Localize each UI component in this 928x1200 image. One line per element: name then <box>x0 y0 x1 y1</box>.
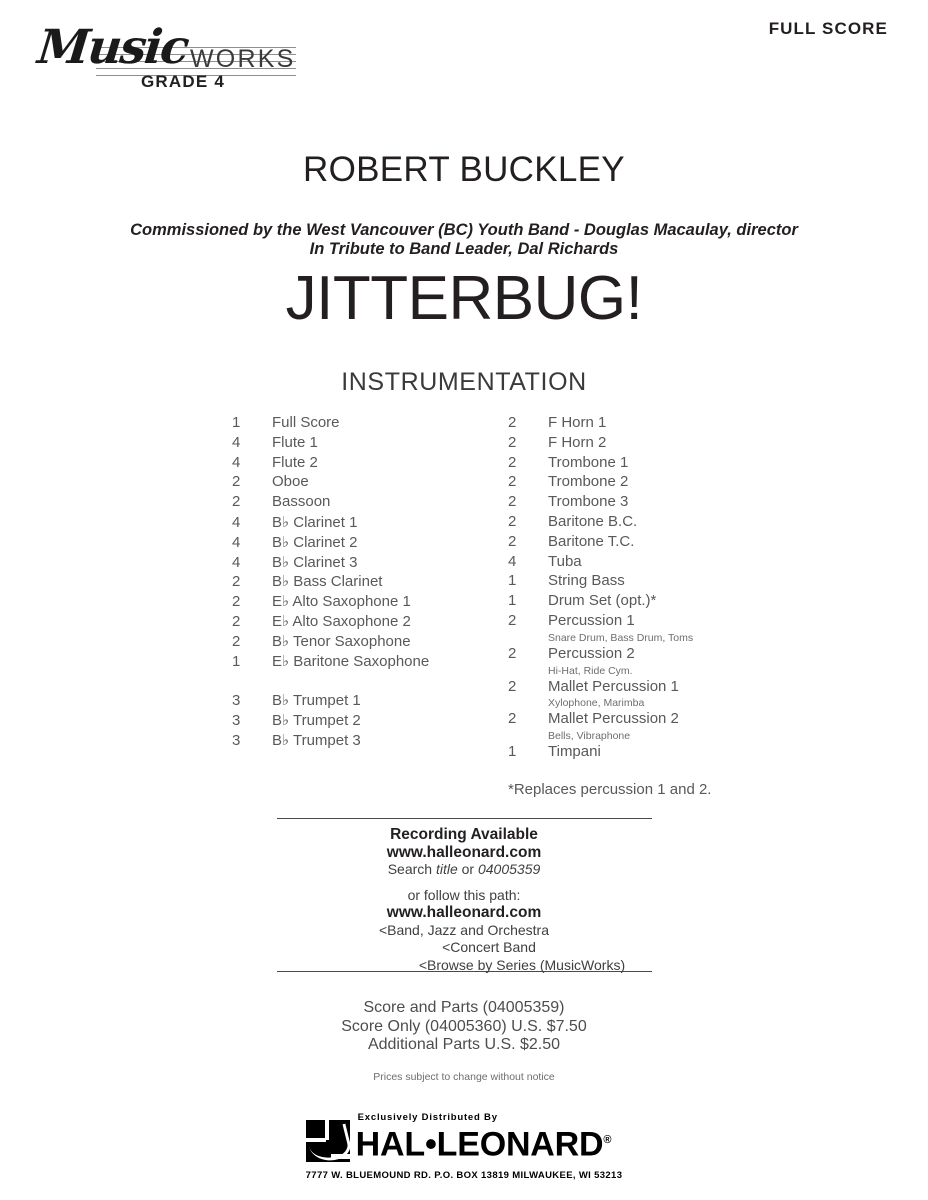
instrument-detail: Hi-Hat, Ride Cym. <box>548 664 633 677</box>
logo-works-text: WORKS <box>190 45 296 73</box>
instrument-quantity: 2 <box>232 612 241 630</box>
full-score-label: FULL SCORE <box>768 19 888 38</box>
recording-block <box>0 826 928 974</box>
instrument-row <box>232 731 492 751</box>
instrument-name: Bassoon <box>272 493 331 511</box>
instrument-row <box>232 612 492 632</box>
instrument-row <box>508 678 808 698</box>
instrument-quantity: 2 <box>508 473 517 491</box>
instrument-name: Drum Set (opt.)* <box>548 592 657 610</box>
instrument-row <box>508 434 808 454</box>
hal-leonard-logo-icon <box>306 1120 350 1162</box>
publisher-name-text: HAL•LEONARD <box>355 1125 604 1164</box>
instrument-quantity: 4 <box>508 552 517 570</box>
price-block <box>0 999 928 1055</box>
registered-mark: ® <box>603 1134 612 1146</box>
instrument-name: B♭ Tenor Saxophone <box>272 632 411 650</box>
instrument-row <box>508 572 808 592</box>
divider-top <box>277 818 652 819</box>
instrumentation-heading: INSTRUMENTATION <box>341 368 587 396</box>
instrument-row <box>508 414 808 434</box>
instrument-detail: Xylophone, Marimba <box>548 697 645 710</box>
instrumentation-right-column <box>508 414 808 798</box>
commission-note <box>0 221 928 259</box>
instrument-row <box>232 414 492 434</box>
logo-music-script: Music <box>35 20 191 75</box>
instrument-quantity: 4 <box>232 453 241 471</box>
instrument-row <box>232 434 492 454</box>
instrument-quantity: 4 <box>232 433 241 451</box>
search-term-title: title <box>435 861 458 877</box>
instrument-row <box>232 454 492 474</box>
composer-name: ROBERT BUCKLEY <box>303 150 625 189</box>
instrument-row <box>232 513 492 533</box>
instrument-name: B♭ Trumpet 2 <box>272 712 361 730</box>
publisher-address: 7777 W. BLUEMOUND RD. P.O. BOX 13819 MILWAUKEE, WI 53213 <box>305 1170 623 1182</box>
instrument-quantity: 1 <box>232 652 241 670</box>
instrument-quantity: 2 <box>508 493 517 511</box>
instrument-name: E♭ Alto Saxophone 2 <box>272 612 411 630</box>
instrument-quantity: 2 <box>508 532 517 550</box>
instrument-row <box>508 533 808 553</box>
instrument-name: B♭ Clarinet 3 <box>272 553 358 571</box>
instrument-name: Tuba <box>548 552 582 570</box>
instrument-row <box>508 513 808 533</box>
recording-website-2[interactable]: www.halleonard.com <box>386 904 542 921</box>
instrument-name: Trombone 1 <box>548 453 629 471</box>
instrument-quantity: 1 <box>508 572 517 590</box>
search-prefix: Search <box>387 861 436 877</box>
instrument-quantity: 3 <box>232 731 241 749</box>
search-term-number: 04005359 <box>477 861 541 877</box>
instrument-name: F Horn 2 <box>548 433 607 451</box>
instrument-name: Flute 1 <box>272 433 318 451</box>
instrument-row <box>232 533 492 553</box>
instrument-row <box>508 473 808 493</box>
instrument-row <box>232 572 492 592</box>
instrument-quantity: 1 <box>508 592 517 610</box>
instrument-row <box>232 473 492 493</box>
instrument-quantity: 1 <box>232 414 241 431</box>
instrument-quantity: 2 <box>508 433 517 451</box>
instrument-quantity: 2 <box>232 573 241 591</box>
instrument-name: B♭ Clarinet 2 <box>272 533 358 551</box>
instrumentation-footnote: *Replaces percussion 1 and 2. <box>508 780 712 798</box>
instrument-name: Baritone T.C. <box>548 532 635 550</box>
instrument-row <box>508 710 808 730</box>
instrument-quantity: 2 <box>508 677 517 695</box>
instrument-name: Trombone 3 <box>548 493 629 511</box>
exclusively-distributed-label: Exclusively Distributed By <box>357 1112 498 1123</box>
instrument-name: Mallet Percussion 1 <box>548 677 679 695</box>
instrument-name: E♭ Baritone Saxophone <box>272 652 430 670</box>
recording-heading: Recording Available <box>390 826 538 843</box>
instrument-quantity: 2 <box>508 611 517 629</box>
search-mid: or <box>457 861 478 877</box>
instrument-row <box>232 632 492 652</box>
follow-path-label: or follow this path: <box>407 886 521 903</box>
instrument-row <box>508 493 808 513</box>
instrument-row <box>508 645 808 665</box>
instrument-name: Full Score <box>272 414 340 431</box>
instrument-quantity: 3 <box>232 692 241 710</box>
grade-label: GRADE 4 <box>141 72 225 91</box>
price-score-and-parts: Score and Parts (04005359) <box>363 999 565 1016</box>
instrument-name: Timpani <box>548 743 601 761</box>
commission-line-1: Commissioned by the West Vancouver (BC) Youth Band - Douglas Macaulay, director <box>130 221 798 239</box>
instrument-quantity: 2 <box>232 632 241 650</box>
instrument-row <box>508 553 808 573</box>
price-score-only: Score Only (04005360) U.S. $7.50 <box>341 1017 587 1035</box>
publisher-name <box>355 1123 623 1164</box>
instrument-name: Flute 2 <box>272 453 318 471</box>
instrument-name: Mallet Percussion 2 <box>548 710 679 728</box>
publisher-block <box>0 1112 928 1183</box>
instrument-row <box>232 652 492 672</box>
instrument-name: E♭ Alto Saxophone 1 <box>272 593 411 611</box>
instrument-name: B♭ Trumpet 1 <box>272 692 361 710</box>
instrument-quantity: 1 <box>508 743 517 761</box>
path-step-2: <Concert Band <box>442 939 536 955</box>
instrument-name: F Horn 1 <box>548 414 607 431</box>
page-title: JITTERBUG! <box>285 264 643 333</box>
instrument-row <box>232 553 492 573</box>
instrument-quantity: 2 <box>232 493 241 511</box>
instrumentation-left-column <box>232 414 492 751</box>
instrument-row <box>232 592 492 612</box>
instrument-row <box>508 454 808 474</box>
instrument-quantity: 2 <box>508 453 517 471</box>
instrument-name: Percussion 1 <box>548 611 635 629</box>
instrument-quantity: 2 <box>508 710 517 728</box>
instrument-row <box>508 592 808 612</box>
instrument-quantity: 2 <box>508 512 517 530</box>
instrument-row <box>508 612 808 632</box>
instrument-quantity: 4 <box>232 553 241 571</box>
instrument-quantity: 4 <box>232 513 241 531</box>
instrument-name: B♭ Bass Clarinet <box>272 573 383 591</box>
instrument-row <box>508 743 808 763</box>
path-step-3: <Browse by Series (MusicWorks) <box>418 956 626 973</box>
instrument-quantity: 2 <box>232 593 241 611</box>
instrument-quantity: 2 <box>232 473 241 491</box>
instrument-row <box>232 691 492 711</box>
instrument-name: Baritone B.C. <box>548 512 638 530</box>
instrument-quantity: 3 <box>232 712 241 730</box>
commission-line-2: In Tribute to Band Leader, Dal Richards <box>309 240 619 258</box>
instrument-name: B♭ Clarinet 1 <box>272 513 358 531</box>
instrument-name: Oboe <box>272 473 309 491</box>
price-disclaimer: Prices subject to change without notice <box>373 1071 555 1083</box>
price-additional-parts: Additional Parts U.S. $2.50 <box>367 1036 561 1053</box>
instrument-name: Trombone 2 <box>548 473 629 491</box>
recording-website[interactable]: www.halleonard.com <box>386 843 542 861</box>
instrument-row <box>232 711 492 731</box>
instrument-name: B♭ Trumpet 3 <box>272 731 361 749</box>
instrument-name: Percussion 2 <box>548 644 635 662</box>
instrument-detail: Snare Drum, Bass Drum, Toms <box>548 631 694 644</box>
instrument-quantity: 2 <box>508 414 517 431</box>
instrument-quantity: 4 <box>232 533 241 551</box>
instrument-detail: Bells, Vibraphone <box>548 730 631 743</box>
recording-search-line <box>0 861 928 879</box>
instrument-row <box>232 493 492 513</box>
path-step-1: <Band, Jazz and Orchestra <box>378 921 550 938</box>
instrument-name: String Bass <box>548 572 625 590</box>
navigation-path <box>0 922 928 975</box>
instrument-quantity: 2 <box>508 644 517 662</box>
